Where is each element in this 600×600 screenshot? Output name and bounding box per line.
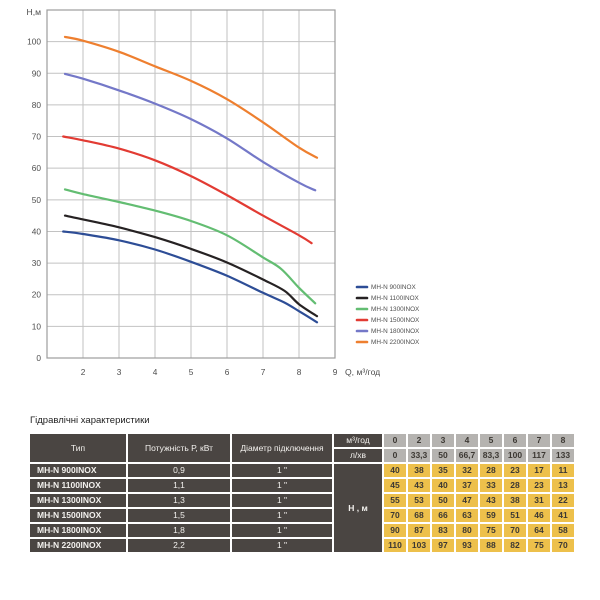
- head-value: 75: [480, 524, 502, 537]
- head-value: 31: [528, 494, 550, 507]
- legend-label: MH-N 2200INOX: [371, 339, 420, 347]
- x-tick-label: 9: [332, 367, 338, 377]
- head-value: 88: [480, 539, 502, 552]
- pump-type: MH-N 1100INOX: [30, 479, 126, 492]
- head-value: 68: [408, 509, 430, 522]
- legend-item: [357, 328, 420, 335]
- head-value: 58: [552, 524, 574, 537]
- legend-label: MH-N 1800INOX: [371, 328, 420, 336]
- y-tick-label: 0: [36, 353, 41, 363]
- head-value: 103: [408, 539, 430, 552]
- flow-value-m3: 8: [552, 434, 574, 447]
- pump-type: MH-N 2200INOX: [30, 539, 126, 552]
- flow-value-m3: 5: [480, 434, 502, 447]
- head-value: 47: [456, 494, 478, 507]
- flow-value-m3: 0: [384, 434, 406, 447]
- pump-power: 1,3: [128, 494, 230, 507]
- flow-value-lmin: 133: [552, 449, 574, 462]
- x-axis-title: Q, м³/год: [345, 367, 381, 377]
- y-tick-label: 10: [31, 321, 41, 332]
- head-value: 33: [480, 479, 502, 492]
- head-value: 32: [456, 464, 478, 477]
- flow-value-m3: 4: [456, 434, 478, 447]
- chart-curves: [63, 37, 317, 322]
- flow-value-lmin: 0: [384, 449, 406, 462]
- legend-label: MH-N 1300INOX: [371, 306, 420, 314]
- head-value: 35: [432, 464, 454, 477]
- head-value: 23: [504, 464, 526, 477]
- table-row: [30, 539, 574, 552]
- unit-label-lmin: л/хв: [334, 449, 382, 462]
- head-value: 70: [504, 524, 526, 537]
- flow-value-lmin: 83,3: [480, 449, 502, 462]
- legend-label: MH-N 900INOX: [371, 284, 416, 292]
- head-value: 63: [456, 509, 478, 522]
- pump-diameter: 1 ": [232, 494, 332, 507]
- pump-diameter: 1 ": [232, 509, 332, 522]
- curve-mh-n-900inox: [63, 232, 317, 323]
- head-value: 17: [528, 464, 550, 477]
- head-value: 41: [552, 509, 574, 522]
- head-value: 51: [504, 509, 526, 522]
- x-tick-label: 4: [152, 367, 158, 377]
- head-value: 45: [384, 479, 406, 492]
- y-tick-label: 50: [31, 194, 41, 205]
- head-value: 80: [456, 524, 478, 537]
- x-tick-label: 3: [116, 367, 122, 377]
- legend-item: [357, 295, 420, 302]
- head-value: 28: [504, 479, 526, 492]
- pump-diameter: 1 ": [232, 479, 332, 492]
- head-value: 40: [432, 479, 454, 492]
- chart-legend: [357, 284, 420, 346]
- head-value: 22: [552, 494, 574, 507]
- head-value: 59: [480, 509, 502, 522]
- head-value: 90: [384, 524, 406, 537]
- pump-type: MH-N 1500INOX: [30, 509, 126, 522]
- head-value: 70: [552, 539, 574, 552]
- y-tick-label: 90: [31, 68, 41, 79]
- y-tick-label: 40: [31, 226, 41, 237]
- legend-label: MH-N 1500INOX: [371, 317, 420, 325]
- head-value: 55: [384, 494, 406, 507]
- pump-diameter: 1 ": [232, 539, 332, 552]
- head-value: 110: [384, 539, 406, 552]
- flow-value-m3: 3: [432, 434, 454, 447]
- legend-item: [357, 317, 420, 324]
- table-row: [30, 524, 574, 537]
- head-value: 46: [528, 509, 550, 522]
- y-tick-label: 20: [31, 289, 41, 300]
- y-tick-label: 30: [31, 258, 41, 269]
- x-tick-label: 6: [224, 367, 230, 377]
- x-tick-label: 2: [80, 367, 86, 377]
- flow-value-lmin: 66,7: [456, 449, 478, 462]
- x-tick-label: 8: [296, 367, 302, 377]
- pump-type: MH-N 900INOX: [30, 464, 126, 477]
- head-value: 64: [528, 524, 550, 537]
- head-value: 97: [432, 539, 454, 552]
- table-row: [30, 464, 574, 477]
- table-row: [30, 479, 574, 492]
- flow-value-m3: 2: [408, 434, 430, 447]
- flow-value-m3: 7: [528, 434, 550, 447]
- y-axis-title: Н,м: [26, 7, 41, 17]
- flow-value-lmin: 50: [432, 449, 454, 462]
- flow-value-m3: 6: [504, 434, 526, 447]
- head-value: 53: [408, 494, 430, 507]
- pump-power: 0,9: [128, 464, 230, 477]
- pump-type: MH-N 1300INOX: [30, 494, 126, 507]
- head-value: 50: [432, 494, 454, 507]
- table-row: [30, 494, 574, 507]
- table-title: Гідравлічні характеристики: [30, 415, 150, 426]
- table-row: [30, 509, 574, 522]
- x-tick-label: 7: [260, 367, 266, 377]
- head-value: 23: [528, 479, 550, 492]
- head-value: 82: [504, 539, 526, 552]
- flow-value-lmin: 100: [504, 449, 526, 462]
- flow-value-lmin: 33,3: [408, 449, 430, 462]
- hydraulic-spec-table: [28, 432, 576, 554]
- head-value: 40: [384, 464, 406, 477]
- head-value: 66: [432, 509, 454, 522]
- pump-diameter: 1 ": [232, 464, 332, 477]
- head-value: 13: [552, 479, 574, 492]
- head-value: 38: [408, 464, 430, 477]
- pump-type: MH-N 1800INOX: [30, 524, 126, 537]
- head-value: 37: [456, 479, 478, 492]
- head-value: 28: [480, 464, 502, 477]
- pump-diameter: 1 ": [232, 524, 332, 537]
- column-header: Потужність Р, кВт: [128, 434, 230, 462]
- curve-mh-n-1500inox: [63, 137, 311, 244]
- y-tick-label: 80: [31, 99, 41, 110]
- head-value: 43: [480, 494, 502, 507]
- head-value: 87: [408, 524, 430, 537]
- legend-item: [357, 284, 416, 291]
- head-value: 11: [552, 464, 574, 477]
- head-value: 93: [456, 539, 478, 552]
- head-value: 75: [528, 539, 550, 552]
- flow-value-lmin: 117: [528, 449, 550, 462]
- pump-power: 1,5: [128, 509, 230, 522]
- pump-power: 1,8: [128, 524, 230, 537]
- y-tick-label: 70: [31, 131, 41, 142]
- head-value: 70: [384, 509, 406, 522]
- legend-item: [357, 339, 420, 346]
- y-tick-label: 60: [31, 163, 41, 174]
- column-header: Діаметр підключення: [232, 434, 332, 462]
- unit-label-m3: м³/год: [334, 434, 382, 447]
- head-unit-label: Н , м: [334, 464, 382, 552]
- pump-power: 1,1: [128, 479, 230, 492]
- y-tick-label: 100: [27, 36, 41, 47]
- x-tick-label: 5: [188, 367, 194, 377]
- legend-label: MH-N 1100INOX: [371, 295, 419, 303]
- header-row-1: [30, 434, 574, 447]
- head-value: 83: [432, 524, 454, 537]
- pump-power: 2,2: [128, 539, 230, 552]
- head-value: 38: [504, 494, 526, 507]
- legend-item: [357, 306, 420, 313]
- column-header: Тип: [30, 434, 126, 462]
- head-value: 43: [408, 479, 430, 492]
